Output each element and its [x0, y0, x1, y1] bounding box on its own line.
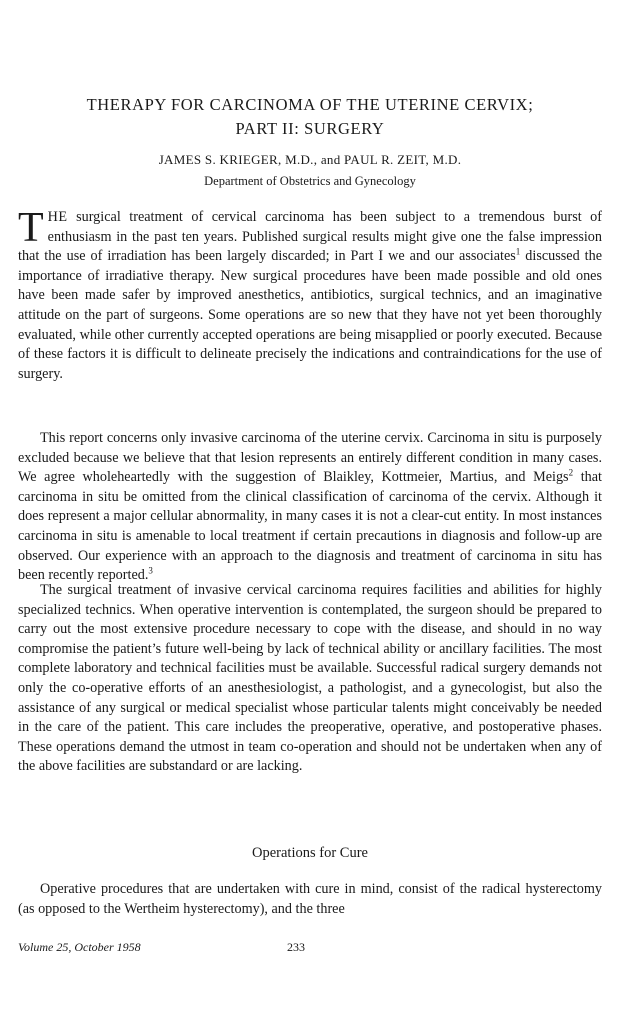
reference-3: 3	[148, 565, 153, 576]
author-department: Department of Obstetrics and Gynecology	[204, 174, 416, 188]
article-title-line1: THERAPY FOR CARCINOMA OF THE UTERINE CERVIX;	[86, 95, 534, 114]
article-authors: JAMES S. KRIEGER, M.D., and PAUL R. ZEIT, M.D.	[158, 152, 462, 167]
reference-1: 1	[515, 246, 521, 257]
reference-2: 2	[568, 467, 574, 478]
article-title-line2: PART II: SURGERY	[235, 119, 385, 138]
paragraph-operations: Operative procedures that are undertaken with cure in mind, consist of the radical hysterectomy (as opposed to the Wertheim hysterectomy), and the three	[18, 881, 602, 917]
paragraph-scope	[18, 429, 602, 586]
scope-text: This report concerns only invasive carcinoma of the uterine cervix. Carcinoma in situ is purposely excluded because we believe that that lesion represents an entirely different condition in many cases. We agree wholeheartedly with the suggestion of Blaikley, Kottmeier, Martius, and Meigs	[18, 430, 602, 486]
journal-volume: Volume 25, October 1958	[18, 940, 141, 954]
intro-lead-word: HE	[47, 209, 68, 225]
drop-cap: T	[18, 205, 44, 251]
section-heading: Operations for Cure	[252, 845, 368, 861]
scope-text-cont: that carcinoma in situ be omitted from the clinical classification of carcinoma of the cervix. Although it does represent a major cellular abnormality, in many cases it is not a clear-cut entity. In most instances carcinoma in situ is amenable to local treatment if certain precautions in diagnosis and follow-up are observed. Our experience with an approach to the diagnosis and treatment of carcinoma in situ has been recently reported.	[18, 469, 603, 584]
paragraph-facilities: The surgical treatment of invasive cervical carcinoma requires facilities and abilities for highly specialized technics. When operative intervention is contemplated, the surgeon should be prepared to carry out the most extensive procedure necessary to cope with the disease, and should in no way compromise the patient’s future well-being by lack of technical ability or ancillary facilities. The most complete laboratory and technical facilities must be available. Successful radical surgery demands not only the co-operative efforts of an anesthesiologist, a pathologist, and a gynecologist, but also the assistance of any surgical or medical specialist whose particular talents might conceivably be needed in the care of the patient. This care includes the preoperative, operative, and postoperative phases. These operations demand the utmost in team co-operation and should not be undertaken when any of the above facilities are substandard or are lacking.	[18, 582, 602, 775]
intro-text: surgical treatment of cervical carcinoma has been subject to a tremendous burst of enthusiasm in the past ten years. Published surgical results might give one the false impression that the use of irradiation has been largely discarded; in Part I we and our associates	[18, 209, 602, 265]
intro-text-cont: discussed the importance of irradiative therapy. New surgical procedures have been made possible and old ones have been made safer by improved anesthetics, antibiotics, surgical technics, and an imaginative attitude on the part of surgeons. Some operations are so new that they have not yet been thoroughly evaluated, while other currently accepted operations are being misapplied or poorly executed. Because of these factors it is difficult to delineate precisely the indications and contraindications for the use of surgery.	[18, 248, 603, 382]
paragraph-intro	[18, 205, 603, 384]
page-number: 233	[287, 940, 305, 954]
